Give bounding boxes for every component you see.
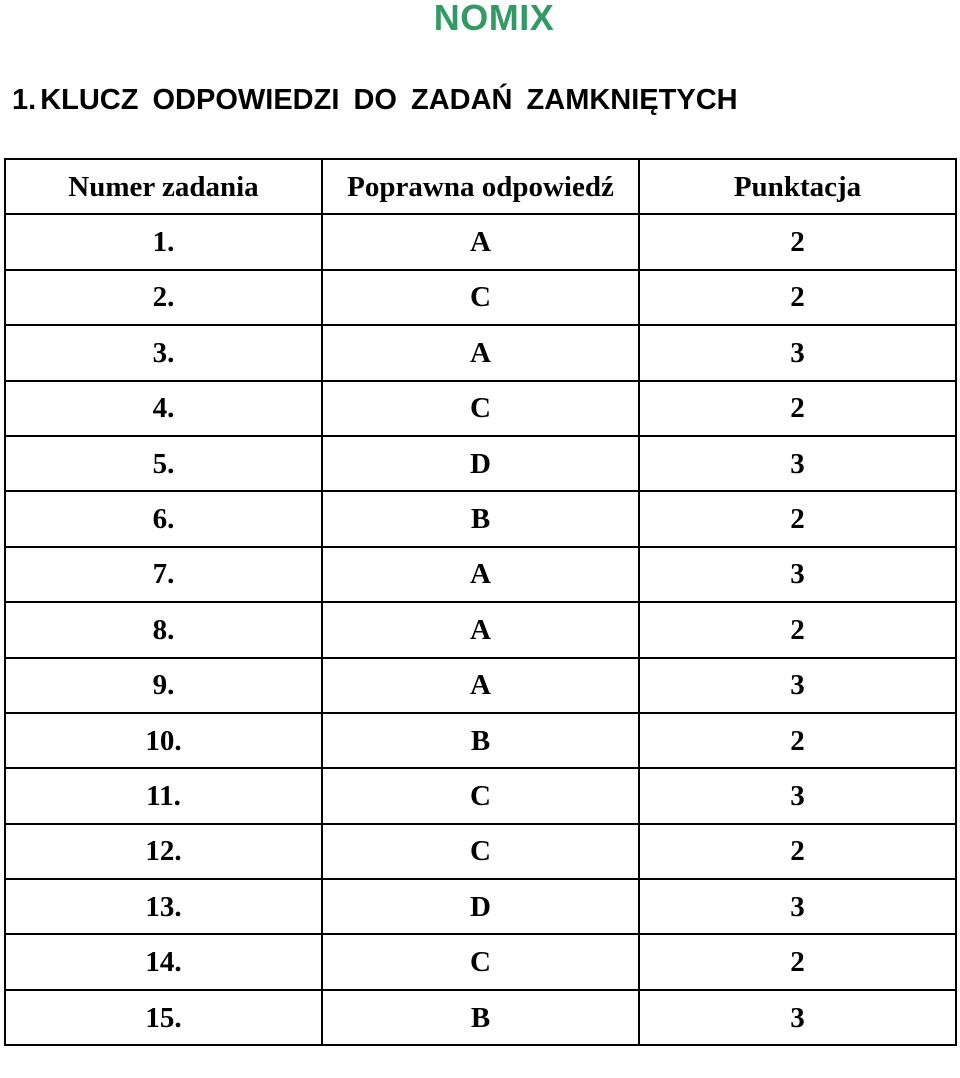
points-cell: 2 — [639, 491, 956, 546]
points-cell: 3 — [639, 547, 956, 602]
points-cell: 3 — [639, 768, 956, 823]
correct-answer-cell: C — [322, 768, 639, 823]
correct-answer-cell: C — [322, 824, 639, 879]
task-number-cell: 14. — [5, 934, 322, 989]
points-cell: 3 — [639, 990, 956, 1045]
points-cell: 2 — [639, 824, 956, 879]
table-row — [5, 547, 956, 602]
section-heading — [12, 81, 738, 119]
points-cell: 3 — [639, 436, 956, 491]
column-header-points: Punktacja — [639, 159, 956, 214]
points-cell: 2 — [639, 381, 956, 436]
table-row — [5, 270, 956, 325]
correct-answer-cell: C — [322, 381, 639, 436]
correct-answer-cell: A — [322, 602, 639, 657]
brand-title: NOMIX — [433, 0, 555, 38]
task-number-cell: 3. — [5, 325, 322, 380]
table-row — [5, 879, 956, 934]
points-cell: 3 — [639, 658, 956, 713]
task-number-cell: 12. — [5, 824, 322, 879]
table-row — [5, 990, 956, 1045]
table-row — [5, 824, 956, 879]
correct-answer-cell: B — [322, 491, 639, 546]
points-cell: 2 — [639, 214, 956, 269]
section-title: KLUCZ ODPOWIEDZI DO ZADAŃ ZAMKNIĘTYCH — [40, 84, 738, 116]
table-row — [5, 934, 956, 989]
task-number-cell: 5. — [5, 436, 322, 491]
table-row — [5, 436, 956, 491]
points-cell: 2 — [639, 602, 956, 657]
table-row — [5, 325, 956, 380]
task-number-cell: 1. — [5, 214, 322, 269]
table-row — [5, 713, 956, 768]
column-header-task-number: Numer zadania — [5, 159, 322, 214]
table-row — [5, 768, 956, 823]
correct-answer-cell: B — [322, 990, 639, 1045]
table-header-row — [5, 159, 956, 214]
correct-answer-cell: A — [322, 658, 639, 713]
task-number-cell: 7. — [5, 547, 322, 602]
task-number-cell: 9. — [5, 658, 322, 713]
correct-answer-cell: C — [322, 934, 639, 989]
answer-key-table — [4, 158, 957, 1046]
task-number-cell: 15. — [5, 990, 322, 1045]
correct-answer-cell: D — [322, 879, 639, 934]
table-row — [5, 658, 956, 713]
task-number-cell: 8. — [5, 602, 322, 657]
table-row — [5, 214, 956, 269]
correct-answer-cell: C — [322, 270, 639, 325]
points-cell: 2 — [639, 270, 956, 325]
answer-key-body — [5, 214, 956, 1045]
task-number-cell: 11. — [5, 768, 322, 823]
points-cell: 2 — [639, 934, 956, 989]
correct-answer-cell: A — [322, 214, 639, 269]
points-cell: 3 — [639, 879, 956, 934]
task-number-cell: 4. — [5, 381, 322, 436]
task-number-cell: 13. — [5, 879, 322, 934]
correct-answer-cell: A — [322, 325, 639, 380]
task-number-cell: 10. — [5, 713, 322, 768]
correct-answer-cell: B — [322, 713, 639, 768]
correct-answer-cell: D — [322, 436, 639, 491]
table-row — [5, 381, 956, 436]
points-cell: 2 — [639, 713, 956, 768]
task-number-cell: 2. — [5, 270, 322, 325]
section-number: 1. — [12, 84, 37, 116]
task-number-cell: 6. — [5, 491, 322, 546]
table-row — [5, 602, 956, 657]
correct-answer-cell: A — [322, 547, 639, 602]
points-cell: 3 — [639, 325, 956, 380]
column-header-correct-answer: Poprawna odpowiedź — [322, 159, 639, 214]
table-row — [5, 491, 956, 546]
